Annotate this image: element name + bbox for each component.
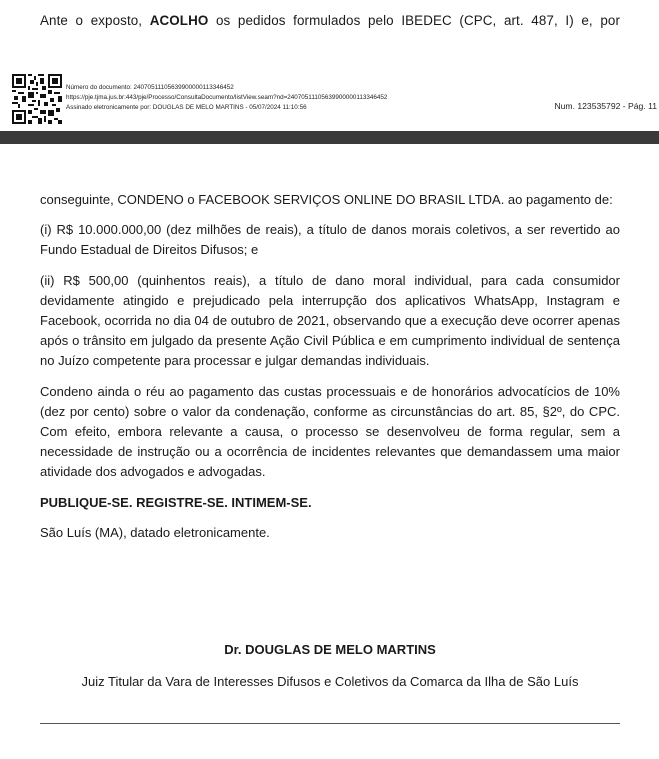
intro-bold: ACOLHO <box>149 13 209 28</box>
intro-suffix: os pedidos formulados pelo IBEDEC (CPC, art. 487, I) e, por <box>208 13 621 28</box>
judge-signature <box>40 642 620 689</box>
document-body <box>40 190 620 553</box>
judge-name: Dr. DOUGLAS DE MELO MARTINS <box>224 642 436 657</box>
page-reference: Num. 123535792 - Pág. 11 <box>554 101 657 111</box>
publication-heading: PUBLIQUE-SE. REGISTRE-SE. INTIMEM-SE. <box>40 494 312 510</box>
intro-prefix: Ante o exposto, <box>40 13 150 28</box>
paragraph-condemnation: conseguinte, CONDENO o FACEBOOK SERVIÇOS ONLINE DO BRASIL LTDA. ao pagamento de: <box>40 192 613 207</box>
paragraph-item-ii: (ii) R$ 500,00 (quinhentos reais), a título de dano moral individual, para cada consumidor devidamente atingido e prejudicado pela interrupção dos aplicativos WhatsApp, Instagram e Facebook, ocorrida no dia 04 de outubro de 2021, observando que a execução deve ocorrer apenas após o trânsito em julgado da presente Ação Civil Pública e em cumprimento individual de sentença no Juízo competente para processar e julgar demandas individuais. <box>40 272 620 369</box>
intro-line <box>40 13 620 28</box>
paragraph-costs: Condeno ainda o réu ao pagamento das custas processuais e de honorários advocatícios de 10% (dez por cento) sobre o valor da condenação, conforme as circunstâncias do art. 85, §2º, do CPC. Com efeito, embora relevante a causa, o processo se desenvolveu de forma regular, sem a necessidade de instrução ou a ocorrência de incidentes relevantes que demandassem uma maior atividade dos advogados e advogadas. <box>40 383 620 480</box>
previous-page-bottom <box>0 0 659 130</box>
place-date: São Luís (MA), datado eletronicamente. <box>40 524 270 540</box>
document-number: Número do documento: 24070511105639900000113346452 <box>66 84 234 91</box>
document-url[interactable]: https://pje.tjma.jus.br:443/pje/Processo/ConsultaDocumento/listView.seam?nd=24070511105639900000113346452 <box>66 94 388 101</box>
page-divider <box>0 131 659 144</box>
qr-code-icon <box>12 74 62 124</box>
judge-title: Juiz Titular da Vara de Interesses Difusos e Coletivos da Comarca da Ilha de São Luís <box>81 674 579 689</box>
signature-metadata <box>66 83 387 113</box>
paragraph-item-i: (i) R$ 10.000.000,00 (dez milhões de reais), a título de danos morais coletivos, a ser revertido ao Fundo Estadual de Direitos Difusos; e <box>40 222 620 258</box>
bottom-rule <box>40 723 620 724</box>
signed-by: Assinado eletronicamente por: DOUGLAS DE MELO MARTINS - 05/07/2024 11:10:56 <box>66 104 307 111</box>
